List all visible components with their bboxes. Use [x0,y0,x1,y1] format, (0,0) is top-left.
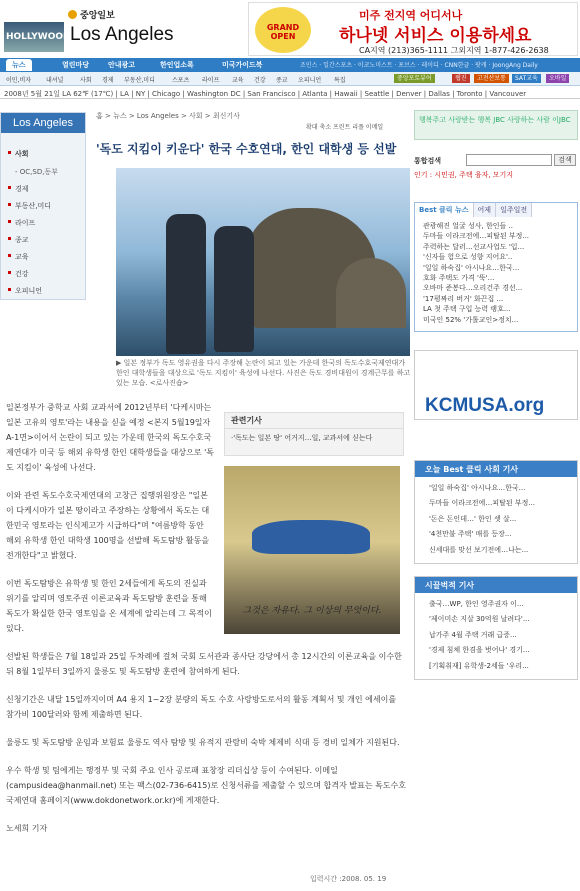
tab-forum[interactable]: 열린마당 [62,61,90,69]
subnav-special[interactable]: 특집 [334,77,346,84]
list-item[interactable]: 두마들 이라크전에…피탈된 부정... [423,232,530,241]
photo-caption: ▶ 일본 정부가 독도 영유권을 다시 주장해 논란이 되고 있는 가운데 한국의 독도수호국제연대가 한인 대학생들을 대상으로 '독도 지킴이' 육성에 나선다. 사진은 독도 경비대원이 경계근무를 하고 있는 모습. <로사진숍> [116,359,411,387]
input-date: 입력시간 :2008. 05. 19 [310,875,387,883]
bullet-icon [8,271,11,274]
tab-yesterday[interactable]: 어제 [474,203,497,217]
list-item[interactable]: 납가주 4월 주택 거래 급증... [429,630,517,639]
subnav-opinion[interactable]: 오피니언 [298,77,322,84]
article-paragraph: 이와 관련 독도수호국제연대의 고창근 집행위원장은 "일본이 다케시마가 일본 땅이라고 주장하는 상황에서 독도는 대한민국 영토라는 인식제고가 시급하다"며 "여름방학 동안 해외 유학생 한인 대학생 100명을 선발해 독도탐방 활동을 전개한다"고 밝혔다. [6,491,210,560]
bullet-icon [8,288,11,291]
article-title: '독도 지킴이 키운다' 한국 수호연대, 한인 대학생 등 선발 [96,142,397,156]
sidebar-item-education[interactable]: 교육 [15,253,29,261]
sidebar-title: Los Angeles [1,113,85,133]
article-photo [116,168,410,356]
ad-line-3: CA지역 (213)365-1111 그외지역 1-877-426-2638 [359,46,549,55]
search-label: 통합검색 [414,157,442,165]
section-sidebar [0,112,86,300]
box-title: 오늘 Best 클릭 사회 기사 [415,461,577,477]
subnav-sports[interactable]: 스포츠 [172,77,190,84]
top-banner-ad[interactable] [248,2,578,56]
bullet-icon [8,237,11,240]
soldier-figure [214,226,254,352]
tab-directory[interactable]: 한인업소록 [160,61,194,69]
list-item[interactable]: [기획취재] 유학생-2세들 '우리... [429,661,529,670]
list-item[interactable]: 미국인 52% '가톨교인>정치... [423,315,519,324]
search-area [414,154,578,190]
list-item[interactable]: '돈은 돈인데…' 한인 셋 살... [429,514,517,523]
bullet-icon [8,254,11,257]
list-item[interactable]: '일일 하숙집' 아시나요…한국... [423,263,520,272]
related-articles [224,412,404,456]
list-item[interactable]: 오바마 준봉다…오리건주 경선... [423,284,523,293]
brand-dot-icon [68,10,77,19]
subnav-national[interactable]: 내셔널 [46,77,64,84]
badge-classic[interactable]: 고전산보통 [474,74,509,83]
location-bar[interactable]: 2008년 5월 21일 LA 62℉ (17℃) | LA | NY | Chicago | Washington DC | San Francisco | Atlanta | Hawaii | Seattle | Denver | Dallas | Toronto | Vancouver [0,87,580,99]
sidebar-item-realestate[interactable]: 부동산,미디 [15,202,52,210]
popular-keywords[interactable]: 인기 : 시민권, 주택 융자, 모기지 [414,171,514,179]
island-rock-2 [336,258,406,328]
sub-nav [0,72,580,86]
article-paragraph: 일본정부가 중학교 사회 교과서에 2012년부터 '다케시마는 일본 고유의 영토'라는 내용을 싣을 예정 <본지 5월19일자 A-1면>이어서 논란이 되고 있는 가운데 한국의 독도수호국제연대가 미국 등 해외 유학생 한인 대학생들을 대상으로 '독도 지킴이' 육성에 나선다. [6,403,215,472]
best-list [415,217,577,325]
sidebar-item-health[interactable]: 건강 [15,270,29,278]
list-item[interactable]: '신자들 험으로 성향 지어요'.. [423,253,513,262]
bullet-icon [8,220,11,223]
subnav-economy[interactable]: 경제 [102,77,114,84]
grand-open-badge: GRAND OPEN [255,7,311,53]
kcmusa-banner[interactable] [414,350,578,420]
subnav-immigration[interactable]: 이민,비자 [6,77,32,84]
article-tools[interactable]: 확대 축소 프린트 리플 이메일 [306,124,384,131]
breadcrumb[interactable]: 홈 > 뉴스 > Los Angeles > 사회 > 최신기사 [96,112,240,120]
article-paragraph: 울릉도 및 독도탐방 운임과 보험료 울릉도 역사 탐방 및 유적지 관람비 숙박 체제비 식대 등 경비 일체가 지원된다. [6,738,400,747]
car-ad[interactable] [224,466,400,634]
subnav-society[interactable]: 사회 [80,77,92,84]
bullet-icon [8,151,11,154]
article-paragraph: 신청기간은 내달 15일까지이며 A4 용지 1~2장 분량의 독도 수호 사랑방도로서의 활동 계획서 및 개인 에세이를 참가비 100달러와 함께 제출하면 된다. [6,695,397,719]
badge-sat[interactable]: SAT교육 [512,74,541,83]
sidebar-item-life[interactable]: 라이프 [15,219,36,227]
list-item[interactable]: '경제 침체 한겸을 벗어나' 경기... [429,646,530,655]
paper-name: 중앙일보 [80,11,115,21]
badge-webzine[interactable]: 웹진 [452,74,470,83]
sidebar-item-opinion[interactable]: 오피니언 [15,287,43,295]
ad-line-2: 하나넷 서비스 이용하세요 [339,26,532,46]
list-item[interactable]: LA 첫 주택 구입 능력 랭호... [423,305,511,314]
bullet-icon [8,203,11,206]
hot-articles-box [414,576,578,680]
list-item[interactable]: 두마들 이라크전에…피탈된 부정... [429,499,536,508]
box-list [415,477,577,558]
list-item[interactable]: 호화 주택도 가격 '뚝'... [423,274,495,283]
car-shape [252,520,370,554]
edition-title[interactable]: Los Angeles [70,24,174,45]
subnav-religion[interactable]: 종교 [276,77,288,84]
tab-classified[interactable]: 안내광고 [108,61,136,69]
main-nav [0,58,580,72]
tab-week[interactable]: 일주일전 [496,203,532,217]
paper-brand[interactable] [68,8,115,21]
subnav-life[interactable]: 라이프 [202,77,220,84]
sidebar-item-religion[interactable]: 종교 [15,236,29,244]
best-society-box [414,460,578,564]
byline: 노세희 기자 [6,824,48,833]
search-input[interactable] [466,154,552,166]
badge-mobile[interactable]: 오바일 [546,74,569,83]
tab-best[interactable]: Best 클릭 뉴스 [415,203,474,217]
list-item[interactable]: '17평짜리 버거' 화끈집 ... [423,294,504,303]
search-button[interactable]: 검색 [554,154,576,166]
car-ad-text: 그것은 자유다. 그 이상의 무엇이다. [242,606,382,616]
list-item[interactable]: '제이미손 지살 30억원 날려다'... [429,615,530,624]
article-paragraph: 선발된 학생들은 7월 18일과 25일 두차례에 걸쳐 국회 도서관과 종사단 강당에서 총 12시간의 이론교육을 이수한 뒤 8월 1일부터 3일까지 울릉도 및 독도탐방 훈련에 참여하게 된다. [6,652,402,676]
related-link[interactable]: ·'독도는 일본 땅' 어거지…일, 교과서에 싣는다 [231,434,373,442]
subnav-education[interactable]: 교육 [232,77,244,84]
tab-news[interactable]: 뉴스 [6,59,32,71]
sidebar-item-economy[interactable]: 경제 [15,185,29,193]
list-item[interactable]: 관광해진 얼굴 성사, 한인들 .. [423,222,513,230]
box-title: 시끌벅적 기사 [415,577,577,593]
subnav-health[interactable]: 건강 [254,77,266,84]
soldier-figure [166,214,206,354]
bullet-icon [8,186,11,189]
article-paragraph: 이번 독도탐방은 유학생 및 한인 2세들에게 독도의 진실과 위기를 알리며 영토주권 이론교육과 독도탐방 훈련을 통해 독도가 확실한 한국 영토임을 온 세계에 알리는데 그 목적이 있다. [6,579,212,633]
sidebar-item-oc[interactable]: - OC,SD,동부 [15,168,58,176]
partner-links[interactable]: 조인스 · 일간스포츠 · 이코노미스트 · 포브스 · 레이디 · CNN한글 · 팟캐 · JoongAng Daily [300,62,538,69]
related-title: 관련기사 [225,413,403,429]
subnav-realestate[interactable]: 부동산,미디 [124,77,155,84]
jbc-ad[interactable]: 행복주고 사랑받는 행복 JBC 사랑하는 사람 이JBC [414,110,578,140]
list-item[interactable]: '4천만불 주택' 매를 등장... [429,530,512,539]
list-item[interactable]: 신세대를 맞선 보기전에…나는... [429,545,529,554]
list-item[interactable]: 주력하는 달러…선교사업도 '입... [423,242,525,251]
tab-guide[interactable]: 미국가이드북 [222,61,263,69]
best-click-news [414,202,578,332]
article-paragraph: 우수 학생 및 팀에게는 행정부 및 국회 주요 인사 공로패 표창장 리더십상 등이 수여된다. 이메일(campusidea@hanmail.net) 또는 팩스(02-736-6415)로 신청서류를 제출할 수 있으며 합격자 발표는 독도수호국제연대 홈페이지(www.dokdonetwork.or.kr)에 게재한다. [6,766,406,805]
ad-line-1: 미주 전지역 어디서나 [359,9,463,22]
best-tabs [415,203,577,217]
kcmusa-logo: KCMUSA.org [425,395,545,416]
badge-photo[interactable]: 중앙포토뷰어 [394,74,435,83]
list-item[interactable]: 출국…WP, 한인 영주권자 이... [429,600,524,608]
hollywood-logo: HOLLYWOOD [4,22,64,52]
site-header [0,0,580,58]
sidebar-item-society[interactable]: 사회 [15,150,29,158]
list-item[interactable]: '일일 하숙집' 아시나요…한국... [429,484,526,492]
box-list [415,593,577,674]
